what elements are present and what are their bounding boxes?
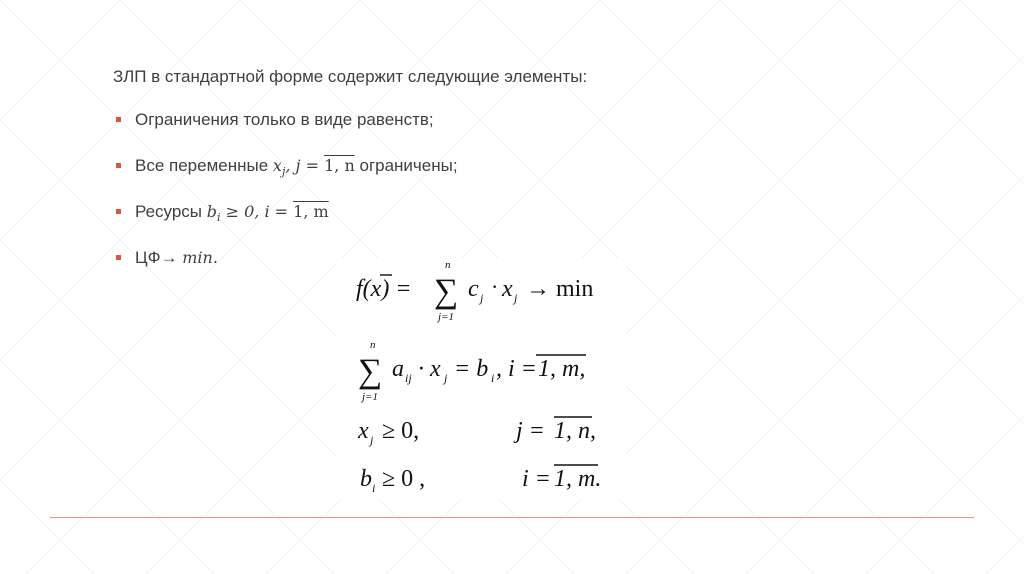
math-var-x: x bbox=[272, 156, 282, 175]
coef-c: c bbox=[468, 276, 479, 302]
sum-bottom-2: j=1 bbox=[362, 391, 378, 403]
math-var-b: b bbox=[206, 202, 218, 221]
sum-top-2: n bbox=[370, 339, 376, 351]
sum-top-1: n bbox=[445, 259, 451, 271]
var-x-3: x bbox=[358, 418, 369, 444]
bullet-marker bbox=[116, 163, 121, 168]
var-x-1: x bbox=[502, 276, 513, 302]
range-4: 1, m. bbox=[554, 466, 602, 492]
bullet-marker bbox=[116, 117, 121, 122]
bottom-divider bbox=[50, 517, 974, 518]
math-eq: , j = bbox=[285, 156, 325, 175]
arrow-min: → min bbox=[526, 276, 594, 302]
bullet-item-resources bbox=[113, 200, 458, 246]
sigma-1: ∑ bbox=[434, 273, 459, 310]
math-sub-j: j bbox=[281, 165, 286, 178]
var-x-2: · x bbox=[418, 356, 441, 382]
math-sub-i: i bbox=[217, 211, 221, 224]
dot-1: · bbox=[491, 274, 499, 299]
cond-3: ≥ 0, bbox=[382, 418, 420, 444]
range-2: 1, m, bbox=[538, 356, 586, 382]
bullet-marker bbox=[116, 209, 121, 214]
var-x-3-sub: j bbox=[370, 433, 374, 447]
coef-a: a bbox=[392, 356, 404, 382]
sum-bottom-1: j=1 bbox=[438, 311, 454, 323]
var-x-1-sub: j bbox=[514, 291, 518, 305]
bullet-suffix: ограничены; bbox=[359, 156, 458, 175]
formula-f-of-x: f(x) = bbox=[356, 276, 412, 302]
var-b-4-sub: i bbox=[372, 481, 376, 495]
bullet-marker bbox=[116, 255, 121, 260]
var-b-4: b bbox=[360, 466, 372, 492]
var-x-2-sub: j bbox=[444, 371, 448, 385]
coef-a-sub: ij bbox=[405, 371, 412, 385]
i-eq: , i = bbox=[496, 356, 537, 382]
bullet-item-equalities bbox=[113, 108, 458, 154]
b-sub-2: i bbox=[491, 371, 495, 385]
formula-system bbox=[336, 258, 626, 500]
j-eq: j = bbox=[516, 418, 545, 444]
sigma-2: ∑ bbox=[358, 353, 383, 390]
bullet-prefix: Все переменные bbox=[135, 156, 269, 175]
bullet-prefix: ЦФ→ bbox=[135, 248, 178, 267]
coef-c-sub: j bbox=[480, 291, 484, 305]
math-min: min. bbox=[182, 248, 218, 267]
bullet-prefix: Ресурсы bbox=[135, 202, 203, 221]
bullet-item-variables bbox=[113, 154, 458, 200]
intro-text: ЗЛП в стандартной форме содержит следующие элементы: bbox=[113, 67, 588, 86]
math-cond: ≥ 0, i = bbox=[220, 202, 294, 221]
eq-b: = b bbox=[454, 356, 489, 382]
i-eq-4: i = bbox=[522, 466, 551, 492]
formula-image bbox=[336, 258, 626, 500]
math-range: 1, m bbox=[293, 202, 329, 221]
bullet-text: Ограничения только в виде равенств; bbox=[135, 110, 434, 129]
range-3: 1, n, bbox=[554, 418, 596, 444]
cond-4: ≥ 0 , bbox=[382, 466, 426, 492]
math-range: 1, n bbox=[324, 156, 355, 175]
